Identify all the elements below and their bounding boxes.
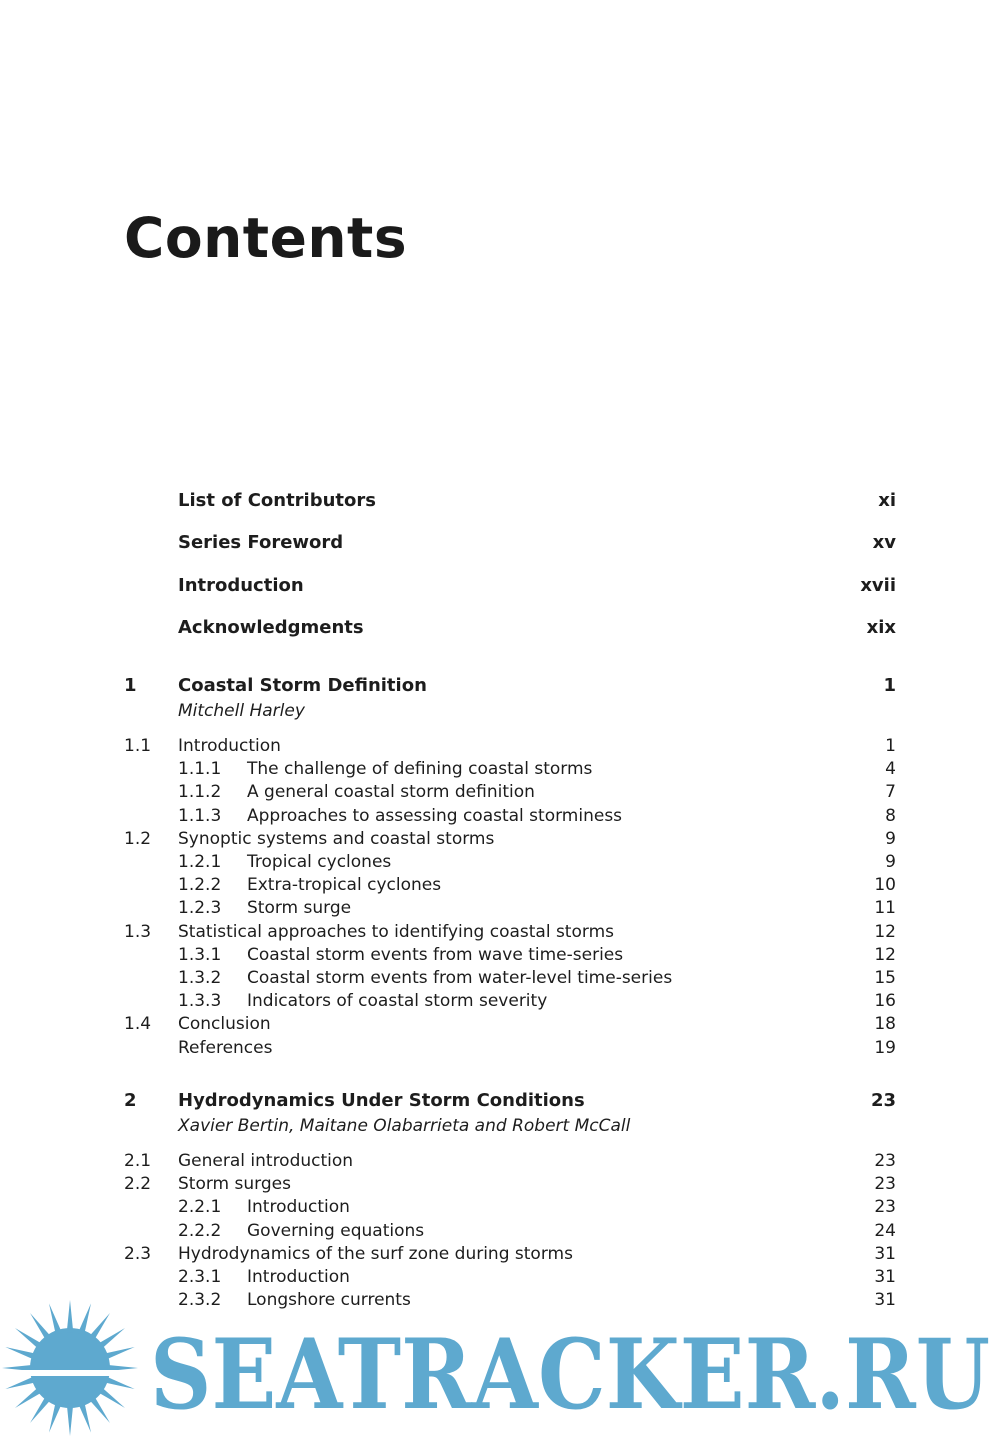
toc-entry-page: 23 xyxy=(874,1151,896,1171)
toc-entry-page: 23 xyxy=(874,1197,896,1218)
toc-entry-page: 7 xyxy=(885,782,896,803)
chapter-page: 1 xyxy=(883,675,896,696)
toc-entry-page: 24 xyxy=(874,1220,896,1241)
toc-entry-page: 1 xyxy=(885,736,896,756)
chapter-authors: Mitchell Harley xyxy=(178,701,305,721)
toc-entry-title: Introduction xyxy=(178,736,281,756)
toc-entry-number: 1.1 xyxy=(124,736,152,756)
toc-entry-page: 31 xyxy=(874,1267,896,1287)
toc-entry[interactable] xyxy=(0,782,1004,805)
toc-entry[interactable] xyxy=(0,991,1004,1014)
toc-entry-label: Acknowledgments xyxy=(178,617,364,638)
chapter-title[interactable]: Coastal Storm Definition xyxy=(178,675,427,696)
toc-entry-page: 9 xyxy=(885,828,896,849)
toc-entry[interactable] xyxy=(0,736,1004,759)
toc-entry-number: 1.1.3 xyxy=(178,805,222,826)
toc-entry[interactable] xyxy=(0,945,1004,968)
chapter-number: 2 xyxy=(124,1090,137,1111)
sun-icon xyxy=(2,1300,138,1436)
toc-entry-number: 1.1.1 xyxy=(178,759,222,780)
toc-entry[interactable] xyxy=(0,875,1004,898)
toc-entry-number: 2.2.2 xyxy=(178,1220,222,1241)
toc-entry-title: Longshore currents xyxy=(247,1290,411,1311)
toc-entry-number: 1.2.1 xyxy=(178,852,222,872)
toc-entry-title: Storm surges xyxy=(178,1174,291,1195)
toc-entry-number: 1.3 xyxy=(124,921,152,942)
toc-front-entry[interactable] xyxy=(178,617,896,638)
toc-entry[interactable] xyxy=(0,1267,1004,1290)
toc-entry-page: 23 xyxy=(874,1174,896,1195)
toc-entry-title: Hydrodynamics of the surf zone during storms xyxy=(178,1243,573,1264)
toc-front-entry[interactable] xyxy=(178,575,896,596)
toc-entry-title: Governing equations xyxy=(247,1220,425,1241)
toc-entry[interactable] xyxy=(0,1038,1004,1061)
toc-front-entry[interactable] xyxy=(178,532,896,553)
toc-entry-page: 12 xyxy=(874,944,896,965)
toc-entry-page: 4 xyxy=(885,759,896,780)
toc-entry-number: 1.3.3 xyxy=(178,991,222,1012)
toc-entry-page: 9 xyxy=(885,852,896,872)
toc-entry-number: 2.3 xyxy=(124,1243,152,1264)
chapter-number: 1 xyxy=(124,675,137,696)
toc-front-entry[interactable] xyxy=(178,490,896,511)
toc-entry-title: Indicators of coastal storm severity xyxy=(247,991,548,1012)
toc-entry-title: The challenge of defining coastal storms xyxy=(247,759,593,780)
toc-entry[interactable] xyxy=(0,922,1004,945)
toc-entry-title: Introduction xyxy=(247,1197,350,1218)
toc-entry-number: 1.2.2 xyxy=(178,875,222,896)
toc-entry-page: xvii xyxy=(860,575,896,596)
toc-entry[interactable] xyxy=(0,898,1004,921)
toc-entry-title: General introduction xyxy=(178,1151,354,1171)
toc-entry-label: List of Contributors xyxy=(178,490,376,511)
toc-entry-page: xix xyxy=(866,617,896,638)
toc-entry-page: 18 xyxy=(874,1014,896,1035)
toc-entry-number: 1.4 xyxy=(124,1014,152,1035)
toc-entry-title: Storm surge xyxy=(247,898,352,919)
toc-entry-number: 2.2 xyxy=(124,1174,152,1195)
toc-entry-number: 1.1.2 xyxy=(178,782,222,803)
toc-entry[interactable] xyxy=(0,1197,1004,1220)
toc-entry-number: 1.3.1 xyxy=(178,944,222,965)
toc-entry-page: 16 xyxy=(874,991,896,1012)
toc-entry[interactable] xyxy=(0,1244,1004,1267)
toc-entry-title: Approaches to assessing coastal storminess xyxy=(247,805,623,826)
toc-entry-title: Introduction xyxy=(247,1267,350,1287)
toc-entry[interactable] xyxy=(0,829,1004,852)
page-title: Contents xyxy=(124,206,408,270)
toc-entry-title: References xyxy=(178,1037,273,1058)
toc-entry-number: 2.3.2 xyxy=(178,1290,222,1311)
toc-entry-title: Coastal storm events from water-level time-series xyxy=(247,968,673,988)
toc-entry-title: A general coastal storm definition xyxy=(247,782,535,803)
toc-entry[interactable] xyxy=(0,806,1004,829)
toc-entry-page: 8 xyxy=(885,805,896,826)
toc-entry[interactable] xyxy=(0,759,1004,782)
toc-entry-number: 1.2 xyxy=(124,828,152,849)
watermark-text: SEATRACKER.RU xyxy=(150,1318,990,1431)
toc-entry-title: Conclusion xyxy=(178,1014,271,1035)
chapter-page: 23 xyxy=(870,1090,896,1111)
toc-entry-title: Tropical cyclones xyxy=(247,852,392,872)
toc-entry[interactable] xyxy=(0,1221,1004,1244)
toc-entry-title: Statistical approaches to identifying coastal storms xyxy=(178,921,614,942)
toc-entry-page: 12 xyxy=(874,921,896,942)
toc-entry-number: 1.3.2 xyxy=(178,968,222,988)
toc-entry-page: 31 xyxy=(874,1243,896,1264)
toc-entry-page: 31 xyxy=(874,1290,896,1311)
toc-entry[interactable] xyxy=(0,1174,1004,1197)
chapter-authors: Xavier Bertin, Maitane Olabarrieta and Robert McCall xyxy=(178,1116,631,1136)
toc-entry-number: 2.1 xyxy=(124,1151,152,1171)
toc-entry-title: Coastal storm events from wave time-series xyxy=(247,944,624,965)
toc-entry-title: Synoptic systems and coastal storms xyxy=(178,828,495,849)
watermark xyxy=(0,1290,1004,1440)
toc-entry[interactable] xyxy=(0,852,1004,875)
chapter-title[interactable]: Hydrodynamics Under Storm Conditions xyxy=(178,1090,585,1111)
toc-entry-number: 2.3.1 xyxy=(178,1267,222,1287)
toc-entry-page: 19 xyxy=(874,1037,896,1058)
toc-entry-number: 2.2.1 xyxy=(178,1197,222,1218)
toc-entry-label: Series Foreword xyxy=(178,532,344,553)
toc-entry-page: xv xyxy=(872,532,896,553)
toc-entry-number: 1.2.3 xyxy=(178,898,222,919)
toc-entry[interactable] xyxy=(0,968,1004,991)
toc-entry-page: 15 xyxy=(874,968,896,988)
toc-entry-title: Extra-tropical cyclones xyxy=(247,875,442,896)
toc-entry-page: 11 xyxy=(874,898,896,919)
toc-entry-page: 10 xyxy=(874,875,896,896)
toc-entry-label: Introduction xyxy=(178,575,304,596)
toc-entry[interactable] xyxy=(0,1151,1004,1174)
toc-entry-page: xi xyxy=(878,490,896,511)
toc-entry[interactable] xyxy=(0,1014,1004,1037)
